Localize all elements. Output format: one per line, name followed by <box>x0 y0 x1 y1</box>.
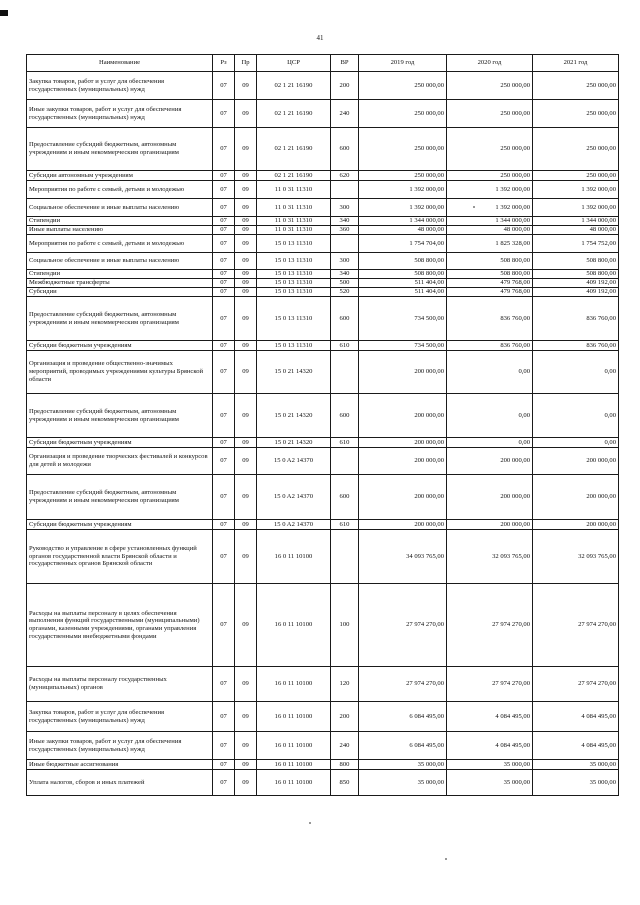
row-csr-cell: 11 0 31 11310 <box>257 217 331 226</box>
row-2021-cell: 409 192,00 <box>533 279 619 288</box>
row-rz-cell: 07 <box>213 253 235 270</box>
row-2020-cell: 200 000,00 <box>447 475 533 520</box>
row-pr-cell: 09 <box>235 128 257 171</box>
row-rz-cell: 07 <box>213 475 235 520</box>
row-pr-cell: 09 <box>235 226 257 235</box>
row-name-cell: Уплата налогов, сборов и иных платежей <box>27 770 213 796</box>
row-2019-cell: 250 000,00 <box>359 100 447 128</box>
row-csr-cell: 15 0 13 11310 <box>257 235 331 253</box>
row-2021-cell: 508 800,00 <box>533 253 619 270</box>
col-header-rz: Рз <box>213 55 235 72</box>
row-pr-cell: 09 <box>235 279 257 288</box>
row-pr-cell: 09 <box>235 760 257 770</box>
row-2020-cell: 1 344 000,00 <box>447 217 533 226</box>
row-2020-cell: 0,00 <box>447 394 533 438</box>
table-row <box>27 351 619 394</box>
row-rz-cell: 07 <box>213 341 235 351</box>
row-csr-cell: 15 0 21 14320 <box>257 394 331 438</box>
row-rz-cell: 07 <box>213 226 235 235</box>
row-vr-cell: 600 <box>331 128 359 171</box>
row-vr-cell: 200 <box>331 72 359 100</box>
row-2021-cell: 200 000,00 <box>533 448 619 475</box>
table-row <box>27 475 619 520</box>
row-2021-cell: 1 754 752,00 <box>533 235 619 253</box>
row-vr-cell: 500 <box>331 279 359 288</box>
row-rz-cell: 07 <box>213 702 235 732</box>
row-pr-cell: 09 <box>235 667 257 702</box>
row-2021-cell: 35 000,00 <box>533 770 619 796</box>
row-2019-cell: 508 800,00 <box>359 270 447 279</box>
row-vr-cell: 610 <box>331 438 359 448</box>
table-row <box>27 530 619 584</box>
row-2019-cell: 250 000,00 <box>359 128 447 171</box>
table-row <box>27 394 619 438</box>
row-csr-cell: 16 0 11 10100 <box>257 530 331 584</box>
row-name-cell: Закупка товаров, работ и услуг для обеспечения государственных (муниципальных) нужд <box>27 702 213 732</box>
row-pr-cell: 09 <box>235 520 257 530</box>
scan-speck <box>473 206 475 208</box>
row-2021-cell: 200 000,00 <box>533 475 619 520</box>
page-number: 41 <box>316 34 324 42</box>
row-pr-cell: 09 <box>235 770 257 796</box>
row-2021-cell: 4 084 495,00 <box>533 702 619 732</box>
row-name-cell: Предоставление субсидий бюджетным, автономным учреждениям и иным некоммерческим организациям <box>27 394 213 438</box>
row-2019-cell: 250 000,00 <box>359 72 447 100</box>
row-name-cell: Иные бюджетные ассигнования <box>27 760 213 770</box>
row-2019-cell: 200 000,00 <box>359 394 447 438</box>
row-rz-cell: 07 <box>213 770 235 796</box>
row-2019-cell: 6 084 495,00 <box>359 732 447 760</box>
table-row <box>27 702 619 732</box>
row-2019-cell: 34 093 765,00 <box>359 530 447 584</box>
row-2019-cell: 200 000,00 <box>359 475 447 520</box>
row-csr-cell: 16 0 11 10100 <box>257 732 331 760</box>
row-2019-cell: 511 404,00 <box>359 279 447 288</box>
row-vr-cell: 300 <box>331 199 359 217</box>
row-2020-cell: 27 974 270,00 <box>447 667 533 702</box>
row-2019-cell: 511 404,00 <box>359 288 447 297</box>
row-rz-cell: 07 <box>213 288 235 297</box>
row-csr-cell: 15 0 13 11310 <box>257 270 331 279</box>
row-2021-cell: 1 392 000,00 <box>533 199 619 217</box>
col-header-csr: ЦСР <box>257 55 331 72</box>
row-pr-cell: 09 <box>235 199 257 217</box>
row-name-cell: Субсидии бюджетным учреждениям <box>27 438 213 448</box>
row-2020-cell: 35 000,00 <box>447 770 533 796</box>
row-2021-cell: 836 760,00 <box>533 341 619 351</box>
table-row <box>27 341 619 351</box>
row-vr-cell <box>331 181 359 199</box>
row-2019-cell: 1 754 704,00 <box>359 235 447 253</box>
row-vr-cell: 600 <box>331 475 359 520</box>
row-rz-cell: 07 <box>213 297 235 341</box>
row-vr-cell: 100 <box>331 584 359 667</box>
row-pr-cell: 09 <box>235 448 257 475</box>
row-pr-cell: 09 <box>235 732 257 760</box>
row-vr-cell <box>331 351 359 394</box>
row-2021-cell: 836 760,00 <box>533 297 619 341</box>
row-pr-cell: 09 <box>235 584 257 667</box>
row-2020-cell: 4 084 495,00 <box>447 702 533 732</box>
table-row <box>27 72 619 100</box>
row-rz-cell: 07 <box>213 760 235 770</box>
row-2021-cell: 48 000,00 <box>533 226 619 235</box>
row-name-cell: Межбюджетные трансферты <box>27 279 213 288</box>
row-vr-cell: 300 <box>331 253 359 270</box>
row-csr-cell: 15 0 13 11310 <box>257 279 331 288</box>
row-2020-cell: 27 974 270,00 <box>447 584 533 667</box>
row-pr-cell: 09 <box>235 100 257 128</box>
row-name-cell: Мероприятия по работе с семьей, детьми и молодежью <box>27 181 213 199</box>
row-name-cell: Мероприятия по работе с семьей, детьми и молодежью <box>27 235 213 253</box>
row-rz-cell: 07 <box>213 584 235 667</box>
row-pr-cell: 09 <box>235 530 257 584</box>
row-2021-cell: 508 800,00 <box>533 270 619 279</box>
budget-table <box>26 54 619 796</box>
row-csr-cell: 16 0 11 10100 <box>257 702 331 732</box>
row-csr-cell: 15 0 21 14320 <box>257 351 331 394</box>
row-2021-cell: 32 093 765,00 <box>533 530 619 584</box>
row-pr-cell: 09 <box>235 181 257 199</box>
row-2021-cell: 4 084 495,00 <box>533 732 619 760</box>
table-row <box>27 253 619 270</box>
scan-edge-mark <box>0 10 8 16</box>
row-2019-cell: 250 000,00 <box>359 171 447 181</box>
row-name-cell: Организация и проведение творческих фестивалей и конкурсов для детей и молодежи <box>27 448 213 475</box>
table-row <box>27 199 619 217</box>
row-vr-cell: 240 <box>331 732 359 760</box>
row-rz-cell: 07 <box>213 448 235 475</box>
row-name-cell: Социальное обеспечение и иные выплаты населению <box>27 253 213 270</box>
row-pr-cell: 09 <box>235 702 257 732</box>
row-2020-cell: 0,00 <box>447 351 533 394</box>
row-vr-cell: 340 <box>331 217 359 226</box>
col-header-2019: 2019 год <box>359 55 447 72</box>
row-pr-cell: 09 <box>235 394 257 438</box>
row-name-cell: Стипендии <box>27 270 213 279</box>
row-2020-cell: 250 000,00 <box>447 72 533 100</box>
table-row <box>27 448 619 475</box>
row-vr-cell: 600 <box>331 394 359 438</box>
row-rz-cell: 07 <box>213 530 235 584</box>
row-2020-cell: 508 800,00 <box>447 253 533 270</box>
row-2021-cell: 0,00 <box>533 438 619 448</box>
row-pr-cell: 09 <box>235 351 257 394</box>
row-vr-cell: 340 <box>331 270 359 279</box>
row-rz-cell: 07 <box>213 279 235 288</box>
row-2021-cell: 1 344 000,00 <box>533 217 619 226</box>
row-pr-cell: 09 <box>235 253 257 270</box>
table-row <box>27 732 619 760</box>
table-row <box>27 181 619 199</box>
row-pr-cell: 09 <box>235 72 257 100</box>
row-csr-cell: 15 0 A2 14370 <box>257 520 331 530</box>
row-csr-cell: 15 0 13 11310 <box>257 253 331 270</box>
row-csr-cell: 02 1 21 16190 <box>257 128 331 171</box>
row-rz-cell: 07 <box>213 181 235 199</box>
row-vr-cell: 850 <box>331 770 359 796</box>
row-vr-cell: 120 <box>331 667 359 702</box>
row-2020-cell: 0,00 <box>447 438 533 448</box>
row-2019-cell: 27 974 270,00 <box>359 667 447 702</box>
row-2020-cell: 250 000,00 <box>447 171 533 181</box>
row-2021-cell: 200 000,00 <box>533 520 619 530</box>
row-pr-cell: 09 <box>235 171 257 181</box>
row-2020-cell: 35 000,00 <box>447 760 533 770</box>
row-rz-cell: 07 <box>213 100 235 128</box>
row-csr-cell: 15 0 A2 14370 <box>257 448 331 475</box>
row-2019-cell: 508 800,00 <box>359 253 447 270</box>
row-2021-cell: 0,00 <box>533 394 619 438</box>
row-2020-cell: 479 768,00 <box>447 288 533 297</box>
table-row <box>27 226 619 235</box>
row-csr-cell: 11 0 31 11310 <box>257 181 331 199</box>
row-name-cell: Социальное обеспечение и иные выплаты населению <box>27 199 213 217</box>
row-name-cell: Иные выплаты населению <box>27 226 213 235</box>
row-2019-cell: 1 392 000,00 <box>359 199 447 217</box>
row-2020-cell: 200 000,00 <box>447 448 533 475</box>
row-csr-cell: 16 0 11 10100 <box>257 770 331 796</box>
row-vr-cell: 610 <box>331 341 359 351</box>
row-pr-cell: 09 <box>235 270 257 279</box>
row-rz-cell: 07 <box>213 270 235 279</box>
row-csr-cell: 15 0 13 11310 <box>257 341 331 351</box>
row-name-cell: Организация и проведение общественно-значимых мероприятий, проводимых учреждениями культуры Брянской области <box>27 351 213 394</box>
row-2021-cell: 35 000,00 <box>533 760 619 770</box>
row-name-cell: Предоставление субсидий бюджетным, автономным учреждениям и иным некоммерческим организациям <box>27 128 213 171</box>
row-name-cell: Предоставление субсидий бюджетным, автономным учреждениям и иным некоммерческим организациям <box>27 475 213 520</box>
table-row <box>27 235 619 253</box>
row-name-cell: Иные закупки товаров, работ и услуг для обеспечения государственных (муниципальных) нужд <box>27 100 213 128</box>
table-row <box>27 520 619 530</box>
row-name-cell: Субсидии бюджетным учреждениям <box>27 341 213 351</box>
row-csr-cell: 15 0 A2 14370 <box>257 475 331 520</box>
row-vr-cell <box>331 448 359 475</box>
row-name-cell: Закупка товаров, работ и услуг для обеспечения государственных (муниципальных) нужд <box>27 72 213 100</box>
row-rz-cell: 07 <box>213 128 235 171</box>
row-rz-cell: 07 <box>213 351 235 394</box>
row-vr-cell: 800 <box>331 760 359 770</box>
row-csr-cell: 15 0 21 14320 <box>257 438 331 448</box>
row-2019-cell: 200 000,00 <box>359 438 447 448</box>
row-vr-cell <box>331 235 359 253</box>
row-2021-cell: 250 000,00 <box>533 100 619 128</box>
row-pr-cell: 09 <box>235 217 257 226</box>
row-name-cell: Предоставление субсидий бюджетным, автономным учреждениям и иным некоммерческим организациям <box>27 297 213 341</box>
row-2019-cell: 27 974 270,00 <box>359 584 447 667</box>
row-csr-cell: 15 0 13 11310 <box>257 297 331 341</box>
row-2021-cell: 0,00 <box>533 351 619 394</box>
scan-speck <box>445 858 447 860</box>
row-name-cell: Руководство и управление в сфере установленных функций органов государственной власти Брянской области и государственных органов Брянской области <box>27 530 213 584</box>
row-2021-cell: 250 000,00 <box>533 171 619 181</box>
row-2020-cell: 508 800,00 <box>447 270 533 279</box>
row-2021-cell: 1 392 000,00 <box>533 181 619 199</box>
row-csr-cell: 16 0 11 10100 <box>257 760 331 770</box>
row-2019-cell: 6 084 495,00 <box>359 702 447 732</box>
col-header-pr: Пр <box>235 55 257 72</box>
table-row <box>27 128 619 171</box>
row-name-cell: Иные закупки товаров, работ и услуг для обеспечения государственных (муниципальных) нужд <box>27 732 213 760</box>
scan-speck <box>309 822 311 824</box>
row-2020-cell: 836 760,00 <box>447 297 533 341</box>
table-row <box>27 270 619 279</box>
row-name-cell: Стипендии <box>27 217 213 226</box>
row-vr-cell: 240 <box>331 100 359 128</box>
row-pr-cell: 09 <box>235 475 257 520</box>
row-csr-cell: 02 1 21 16190 <box>257 72 331 100</box>
row-2020-cell: 250 000,00 <box>447 128 533 171</box>
col-header-vr: ВР <box>331 55 359 72</box>
row-2019-cell: 35 000,00 <box>359 770 447 796</box>
row-2021-cell: 250 000,00 <box>533 72 619 100</box>
row-name-cell: Субсидии <box>27 288 213 297</box>
row-rz-cell: 07 <box>213 217 235 226</box>
row-vr-cell: 600 <box>331 297 359 341</box>
table-row <box>27 584 619 667</box>
row-vr-cell <box>331 530 359 584</box>
row-rz-cell: 07 <box>213 438 235 448</box>
col-header-2020: 2020 год <box>447 55 533 72</box>
row-2020-cell: 1 392 000,00 <box>447 199 533 217</box>
row-rz-cell: 07 <box>213 732 235 760</box>
table-body <box>27 72 619 796</box>
row-name-cell: Расходы на выплаты персоналу государственных (муниципальных) органов <box>27 667 213 702</box>
row-csr-cell: 16 0 11 10100 <box>257 667 331 702</box>
row-pr-cell: 09 <box>235 297 257 341</box>
row-vr-cell: 610 <box>331 520 359 530</box>
row-2021-cell: 250 000,00 <box>533 128 619 171</box>
row-2021-cell: 27 974 270,00 <box>533 584 619 667</box>
row-2020-cell: 4 084 495,00 <box>447 732 533 760</box>
row-rz-cell: 07 <box>213 199 235 217</box>
table-row <box>27 171 619 181</box>
row-rz-cell: 07 <box>213 171 235 181</box>
row-csr-cell: 11 0 31 11310 <box>257 226 331 235</box>
row-2020-cell: 1 392 000,00 <box>447 181 533 199</box>
table-row <box>27 288 619 297</box>
row-rz-cell: 07 <box>213 667 235 702</box>
row-2019-cell: 200 000,00 <box>359 448 447 475</box>
row-vr-cell: 360 <box>331 226 359 235</box>
row-2020-cell: 32 093 765,00 <box>447 530 533 584</box>
row-2021-cell: 409 192,00 <box>533 288 619 297</box>
table-header-row <box>27 55 619 72</box>
row-2019-cell: 200 000,00 <box>359 351 447 394</box>
row-pr-cell: 09 <box>235 288 257 297</box>
row-2019-cell: 734 500,00 <box>359 341 447 351</box>
row-2019-cell: 1 344 000,00 <box>359 217 447 226</box>
row-2019-cell: 1 392 000,00 <box>359 181 447 199</box>
row-csr-cell: 16 0 11 10100 <box>257 584 331 667</box>
row-2020-cell: 479 768,00 <box>447 279 533 288</box>
row-csr-cell: 02 1 21 16190 <box>257 171 331 181</box>
row-2020-cell: 200 000,00 <box>447 520 533 530</box>
table-row <box>27 760 619 770</box>
row-2020-cell: 1 825 328,00 <box>447 235 533 253</box>
row-rz-cell: 07 <box>213 394 235 438</box>
row-2020-cell: 48 000,00 <box>447 226 533 235</box>
table-row <box>27 770 619 796</box>
row-name-cell: Расходы на выплаты персоналу в целях обеспечения выполнения функций государственными (муниципальными) органами, казенными учреждениями, органами управления государственными внебюджетными фондами <box>27 584 213 667</box>
row-pr-cell: 09 <box>235 438 257 448</box>
row-2019-cell: 48 000,00 <box>359 226 447 235</box>
table-row <box>27 217 619 226</box>
col-header-name: Наименование <box>27 55 213 72</box>
row-rz-cell: 07 <box>213 235 235 253</box>
row-2021-cell: 27 974 270,00 <box>533 667 619 702</box>
row-csr-cell: 02 1 21 16190 <box>257 100 331 128</box>
row-name-cell: Субсидии бюджетным учреждениям <box>27 520 213 530</box>
row-vr-cell: 520 <box>331 288 359 297</box>
row-2019-cell: 200 000,00 <box>359 520 447 530</box>
row-vr-cell: 200 <box>331 702 359 732</box>
row-rz-cell: 07 <box>213 520 235 530</box>
table-row <box>27 438 619 448</box>
table-row <box>27 279 619 288</box>
table-row <box>27 667 619 702</box>
table-row <box>27 297 619 341</box>
col-header-2021: 2021 год <box>533 55 619 72</box>
row-csr-cell: 15 0 13 11310 <box>257 288 331 297</box>
row-2019-cell: 35 000,00 <box>359 760 447 770</box>
row-2020-cell: 836 760,00 <box>447 341 533 351</box>
table-row <box>27 100 619 128</box>
row-2020-cell: 250 000,00 <box>447 100 533 128</box>
row-csr-cell: 11 0 31 11310 <box>257 199 331 217</box>
row-2019-cell: 734 500,00 <box>359 297 447 341</box>
row-name-cell: Субсидии автономным учреждениям <box>27 171 213 181</box>
row-pr-cell: 09 <box>235 235 257 253</box>
row-pr-cell: 09 <box>235 341 257 351</box>
row-rz-cell: 07 <box>213 72 235 100</box>
row-vr-cell: 620 <box>331 171 359 181</box>
